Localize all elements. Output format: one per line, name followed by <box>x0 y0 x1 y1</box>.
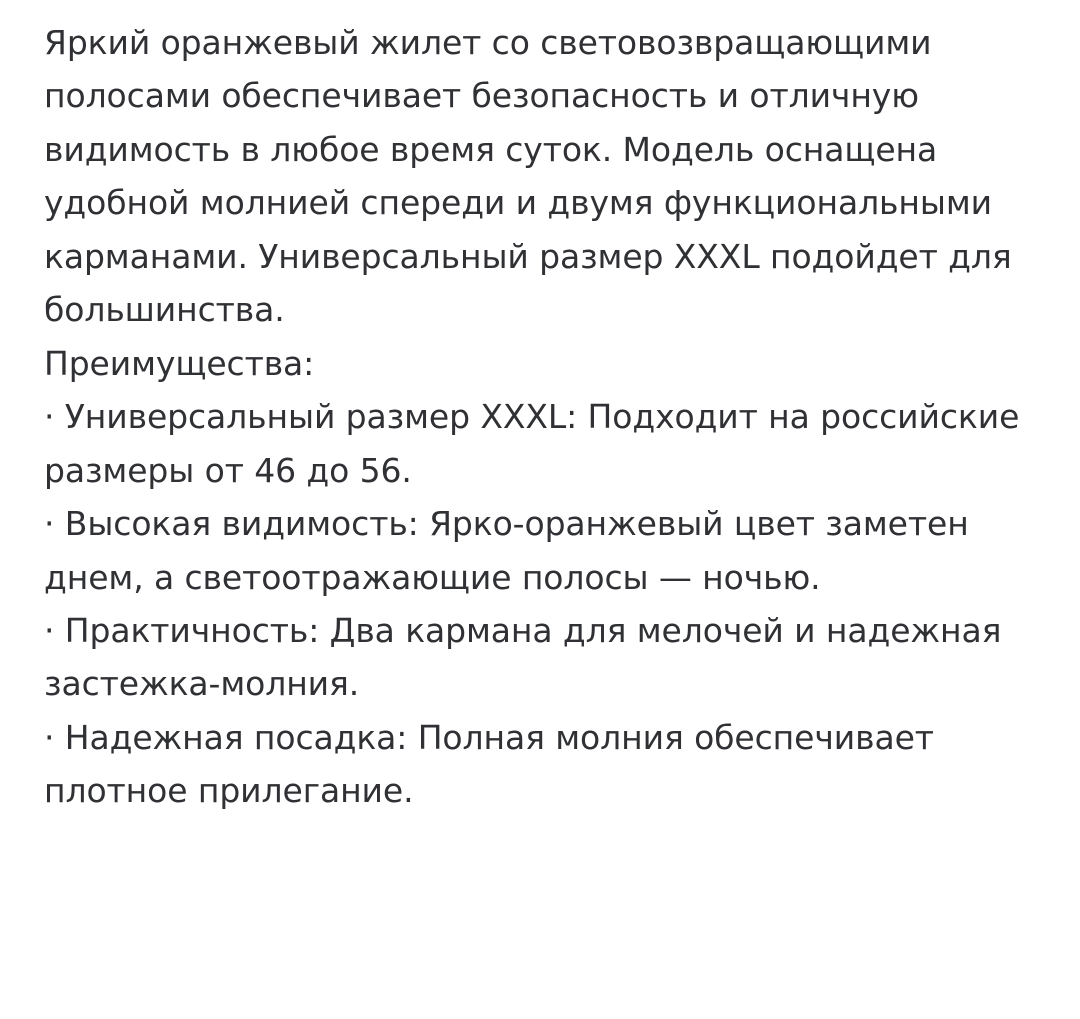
bullet-marker-icon: · <box>44 610 55 650</box>
list-item-text: Практичность: Два кармана для мелочей и надежная застежка-молния. <box>44 610 1002 704</box>
benefits-heading: Преимущества: <box>44 343 315 383</box>
list-item <box>44 390 1020 497</box>
intro-paragraph: Яркий оранжевый жилет со световозвращающими полосами обеспечивает безопасность и отличную видимость в любое время суток. Модель оснащена удобной молнией спереди и двумя функциональными карманами. Универсальный размер XXXL подойдет для большинства. <box>44 23 1012 330</box>
list-item-text: Высокая видимость: Ярко-оранжевый цвет заметен днем, а светоотражающие полосы — ночью. <box>44 504 969 597</box>
description-body <box>44 16 1020 818</box>
list-item <box>44 497 1020 604</box>
bullet-marker-icon: · <box>44 717 55 757</box>
list-item <box>44 604 1020 711</box>
list-item-text: Надежная посадка: Полная молния обеспечивает плотное прилегание. <box>44 717 934 811</box>
list-item-text: Универсальный размер XXXL: Подходит на российские размеры от 46 до 56. <box>44 397 1020 490</box>
bullet-marker-icon: · <box>44 397 55 437</box>
benefits-list <box>44 390 1020 818</box>
list-item <box>44 711 1020 818</box>
bullet-marker-icon: · <box>44 504 55 544</box>
